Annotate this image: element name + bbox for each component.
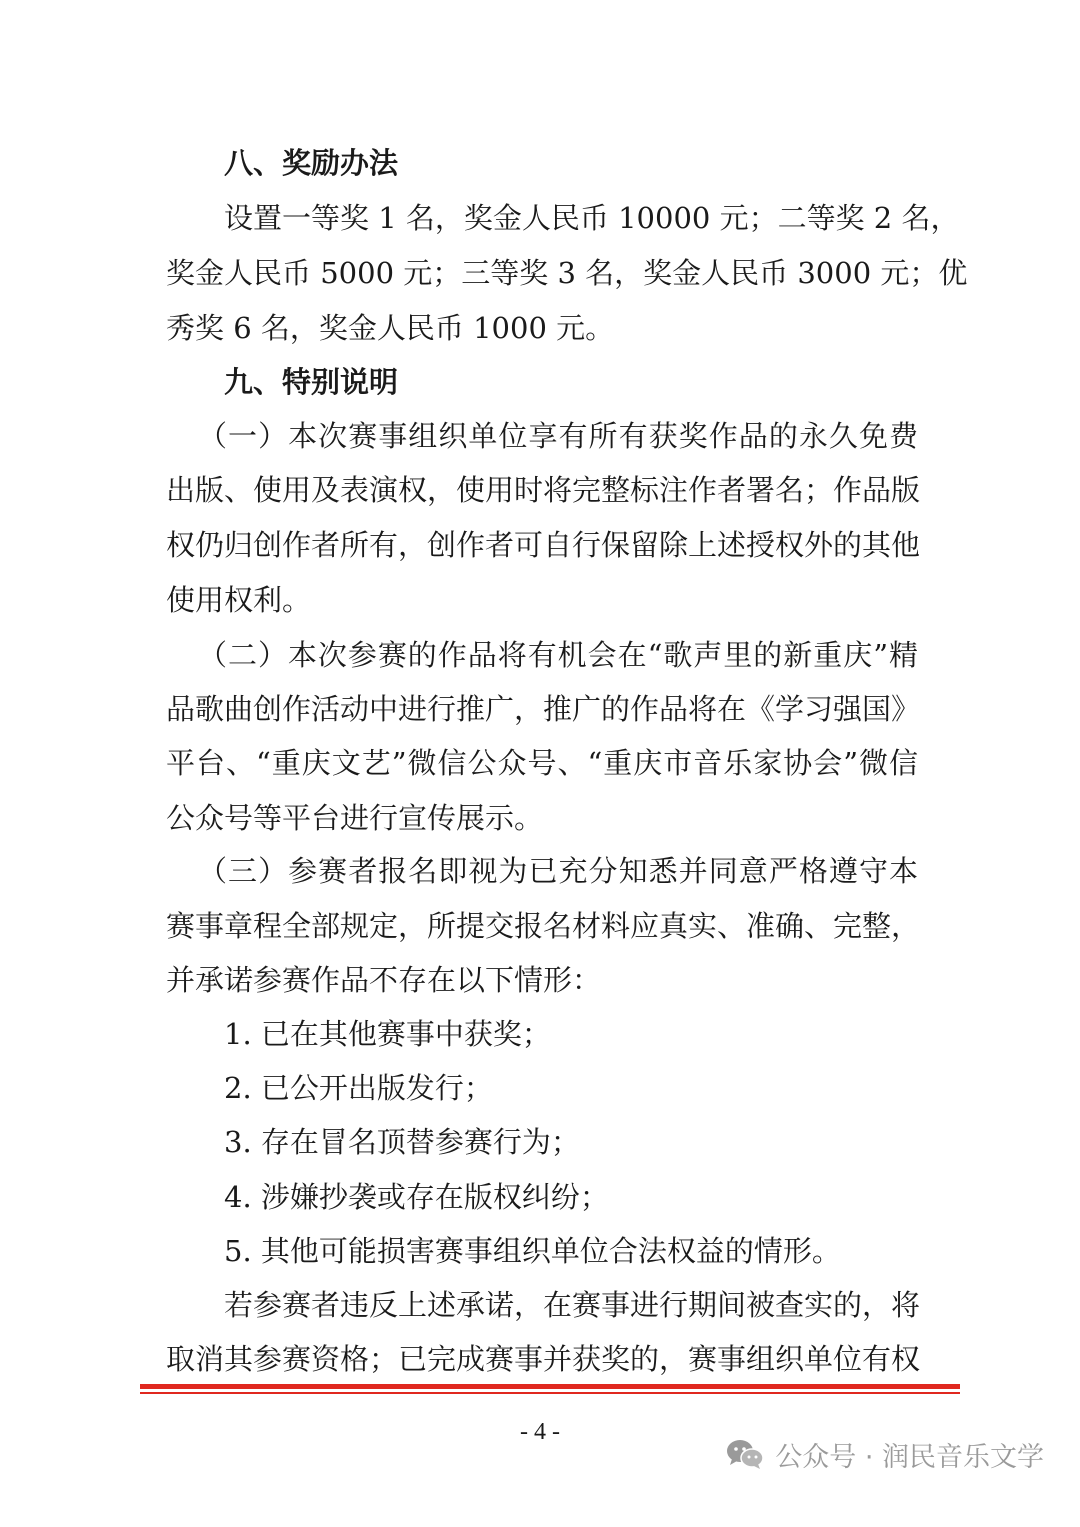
- paragraph-line: 秀奖 6 名，奖金人民币 1000 元。: [166, 311, 615, 345]
- footer-rule-thin: [140, 1392, 960, 1394]
- heading-special-notes: 九、特别说明: [224, 365, 399, 399]
- paragraph-line: （三）参赛者报名即视为已充分知悉并同意严格遵守本: [198, 854, 918, 888]
- paragraph-line: 权仍归创作者所有，创作者可自行保留除上述授权外的其他: [166, 528, 921, 562]
- watermark-text: 公众号 · 润民音乐文学: [775, 1441, 1044, 1473]
- paragraph-line: 取消其参赛资格；已完成赛事并获奖的，赛事组织单位有权: [166, 1342, 921, 1376]
- paragraph-line: 平台、“重庆文艺”微信公众号、“重庆市音乐家协会”微信: [166, 746, 918, 780]
- heading-rewards: 八、奖励办法: [224, 146, 399, 180]
- list-item: 5. 其他可能损害赛事组织单位合法权益的情形。: [224, 1234, 841, 1268]
- paragraph-line: 品歌曲创作活动中进行推广，推广的作品将在《学习强国》: [166, 692, 921, 726]
- paragraph-line: 出版、使用及表演权，使用时将完整标注作者署名；作品版: [166, 473, 921, 507]
- paragraph-line: 若参赛者违反上述承诺，在赛事进行期间被查实的，将: [224, 1288, 921, 1322]
- paragraph-line: 并承诺参赛作品不存在以下情形：: [166, 963, 602, 997]
- footer-rule-thick: [140, 1384, 960, 1389]
- list-item: 4. 涉嫌抄袭或存在版权纠纷；: [224, 1180, 609, 1214]
- paragraph-line: （二）本次参赛的作品将有机会在“歌声里的新重庆”精: [198, 638, 918, 672]
- list-item: 1. 已在其他赛事中获奖；: [224, 1017, 551, 1051]
- wechat-icon: [725, 1437, 765, 1471]
- paragraph-line: 奖金人民币 5000 元；三等奖 3 名，奖金人民币 3000 元；优: [166, 256, 968, 290]
- paragraph-line: 使用权利。: [166, 583, 312, 617]
- paragraph-line: 设置一等奖 1 名，奖金人民币 10000 元；二等奖 2 名，: [224, 201, 960, 235]
- list-item: 2. 已公开出版发行；: [224, 1071, 493, 1105]
- watermark: [725, 1432, 1044, 1476]
- list-item: 3. 存在冒名顶替参赛行为；: [224, 1125, 580, 1159]
- paragraph-line: （一）本次赛事组织单位享有所有获奖作品的永久免费: [198, 419, 918, 453]
- page-number: - 4 -: [520, 1419, 560, 1445]
- paragraph-line: 公众号等平台进行宣传展示。: [166, 801, 544, 835]
- paragraph-line: 赛事章程全部规定，所提交报名材料应真实、准确、完整，: [166, 909, 921, 943]
